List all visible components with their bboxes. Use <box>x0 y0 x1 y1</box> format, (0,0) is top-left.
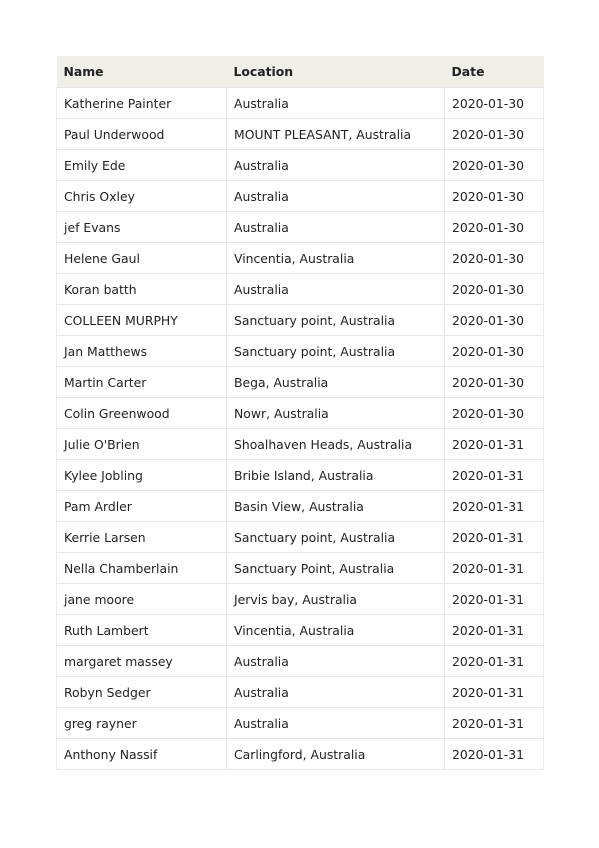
name-cell: margaret massey <box>57 646 227 677</box>
location-cell: MOUNT PLEASANT, Australia <box>227 119 445 150</box>
table-row <box>57 522 544 553</box>
date-cell: 2020-01-30 <box>445 181 544 212</box>
date-cell: 2020-01-30 <box>445 119 544 150</box>
name-cell: COLLEEN MURPHY <box>57 305 227 336</box>
date-cell: 2020-01-31 <box>445 460 544 491</box>
table-header <box>57 56 544 88</box>
location-cell: Australia <box>227 677 445 708</box>
table-row <box>57 336 544 367</box>
column-header-name: Name <box>57 56 227 88</box>
date-cell: 2020-01-31 <box>445 584 544 615</box>
table-row <box>57 88 544 119</box>
table-row <box>57 398 544 429</box>
location-cell: Nowr, Australia <box>227 398 445 429</box>
location-cell: Vincentia, Australia <box>227 615 445 646</box>
table-body <box>57 88 544 770</box>
name-cell: greg rayner <box>57 708 227 739</box>
location-cell: Australia <box>227 708 445 739</box>
name-cell: Ruth Lambert <box>57 615 227 646</box>
name-cell: Paul Underwood <box>57 119 227 150</box>
name-cell: Jan Matthews <box>57 336 227 367</box>
date-cell: 2020-01-31 <box>445 646 544 677</box>
name-cell: Kylee Jobling <box>57 460 227 491</box>
date-cell: 2020-01-31 <box>445 553 544 584</box>
name-cell: Chris Oxley <box>57 181 227 212</box>
table-row <box>57 150 544 181</box>
table-row <box>57 460 544 491</box>
header-row <box>57 56 544 88</box>
name-cell: Pam Ardler <box>57 491 227 522</box>
table-row <box>57 615 544 646</box>
location-cell: Jervis bay, Australia <box>227 584 445 615</box>
date-cell: 2020-01-31 <box>445 491 544 522</box>
name-cell: Nella Chamberlain <box>57 553 227 584</box>
table-row <box>57 243 544 274</box>
location-cell: Shoalhaven Heads, Australia <box>227 429 445 460</box>
name-cell: Emily Ede <box>57 150 227 181</box>
location-cell: Sanctuary Point, Australia <box>227 553 445 584</box>
table-row <box>57 739 544 770</box>
table-row <box>57 677 544 708</box>
location-cell: Australia <box>227 212 445 243</box>
table-row <box>57 367 544 398</box>
name-cell: Anthony Nassif <box>57 739 227 770</box>
date-cell: 2020-01-30 <box>445 212 544 243</box>
date-cell: 2020-01-30 <box>445 398 544 429</box>
name-cell: Katherine Painter <box>57 88 227 119</box>
name-cell: Kerrie Larsen <box>57 522 227 553</box>
location-cell: Sanctuary point, Australia <box>227 522 445 553</box>
table-row <box>57 212 544 243</box>
location-cell: Sanctuary point, Australia <box>227 305 445 336</box>
table-row <box>57 181 544 212</box>
location-cell: Australia <box>227 88 445 119</box>
date-cell: 2020-01-30 <box>445 367 544 398</box>
name-cell: Julie O'Brien <box>57 429 227 460</box>
name-cell: Koran batth <box>57 274 227 305</box>
column-header-date: Date <box>445 56 544 88</box>
date-cell: 2020-01-31 <box>445 522 544 553</box>
location-cell: Sanctuary point, Australia <box>227 336 445 367</box>
table-row <box>57 119 544 150</box>
location-cell: Australia <box>227 274 445 305</box>
location-cell: Australia <box>227 181 445 212</box>
date-cell: 2020-01-30 <box>445 305 544 336</box>
name-cell: Colin Greenwood <box>57 398 227 429</box>
date-cell: 2020-01-30 <box>445 274 544 305</box>
table-row <box>57 274 544 305</box>
location-cell: Basin View, Australia <box>227 491 445 522</box>
location-cell: Vincentia, Australia <box>227 243 445 274</box>
date-cell: 2020-01-31 <box>445 708 544 739</box>
table-row <box>57 584 544 615</box>
location-cell: Bega, Australia <box>227 367 445 398</box>
date-cell: 2020-01-31 <box>445 429 544 460</box>
name-cell: Helene Gaul <box>57 243 227 274</box>
table-row <box>57 553 544 584</box>
name-cell: jef Evans <box>57 212 227 243</box>
date-cell: 2020-01-31 <box>445 615 544 646</box>
date-cell: 2020-01-30 <box>445 88 544 119</box>
location-cell: Australia <box>227 150 445 181</box>
table-row <box>57 646 544 677</box>
signatures-table <box>56 56 544 770</box>
location-cell: Carlingford, Australia <box>227 739 445 770</box>
date-cell: 2020-01-31 <box>445 677 544 708</box>
name-cell: jane moore <box>57 584 227 615</box>
name-cell: Robyn Sedger <box>57 677 227 708</box>
column-header-location: Location <box>227 56 445 88</box>
location-cell: Australia <box>227 646 445 677</box>
table-row <box>57 491 544 522</box>
location-cell: Bribie Island, Australia <box>227 460 445 491</box>
table-row <box>57 708 544 739</box>
name-cell: Martin Carter <box>57 367 227 398</box>
date-cell: 2020-01-31 <box>445 739 544 770</box>
table-row <box>57 305 544 336</box>
date-cell: 2020-01-30 <box>445 150 544 181</box>
table-row <box>57 429 544 460</box>
date-cell: 2020-01-30 <box>445 243 544 274</box>
date-cell: 2020-01-30 <box>445 336 544 367</box>
